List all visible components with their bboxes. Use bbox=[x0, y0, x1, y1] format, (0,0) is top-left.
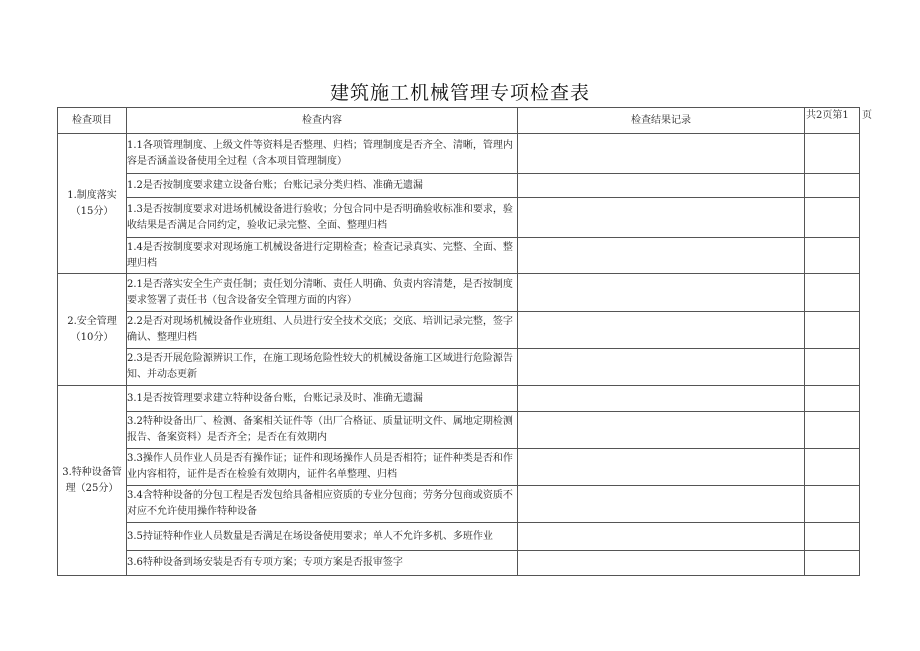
page-indicator-tail: 页 bbox=[862, 110, 872, 121]
check-item: 3.2特种设备出厂、检测、备案相关证件等（出厂合格证、质量证明文件、属地定期检测报告、备案资料）是否齐全；是否在有效期内 bbox=[127, 412, 518, 449]
extra-cell bbox=[805, 312, 860, 349]
result-cell[interactable] bbox=[518, 134, 805, 174]
extra-cell bbox=[805, 412, 860, 449]
result-cell[interactable] bbox=[518, 523, 805, 551]
result-cell[interactable] bbox=[518, 238, 805, 274]
extra-cell bbox=[805, 238, 860, 274]
result-cell[interactable] bbox=[518, 198, 805, 238]
result-cell[interactable] bbox=[518, 312, 805, 349]
check-item: 1.1各项管理制度、上级文件等资料是否整理、归档；管理制度是否齐全、清晰，管理内容是否涵盖设备使用全过程（含本项目管理制度） bbox=[127, 134, 518, 174]
check-item: 2.1是否落实安全生产责任制；责任划分清晰、责任人明确、负责内容清楚，是否按制度要求签署了责任书（包含设备安全管理方面的内容） bbox=[127, 274, 518, 312]
table-row bbox=[58, 312, 860, 349]
result-cell[interactable] bbox=[518, 349, 805, 386]
category-cell: 2.安全管理（10分） bbox=[58, 274, 127, 386]
check-item: 1.2是否按制度要求建立设备台账；台账记录分类归档、准确无遗漏 bbox=[127, 174, 518, 198]
header-content: 检查内容 bbox=[127, 108, 518, 134]
check-item: 3.1是否按管理要求建立特种设备台账，台账记录及时、准确无遗漏 bbox=[127, 386, 518, 412]
extra-cell bbox=[805, 349, 860, 386]
check-item: 3.3操作人员作业人员是否有操作证；证件和现场操作人员是否相符；证件种类是否和作业内容相符，证件是否在检验有效期内，证件名单整理、归档 bbox=[127, 449, 518, 486]
extra-cell bbox=[805, 134, 860, 174]
table-row bbox=[58, 349, 860, 386]
table-row bbox=[58, 134, 860, 174]
result-cell[interactable] bbox=[518, 449, 805, 486]
table-row bbox=[58, 412, 860, 449]
table-row bbox=[58, 551, 860, 576]
check-item: 1.4是否按制度要求对现场施工机械设备进行定期检查；检查记录真实、完整、全面、整理归档 bbox=[127, 238, 518, 274]
extra-cell bbox=[805, 551, 860, 576]
category-cell: 1.制度落实（15分） bbox=[58, 134, 127, 274]
header-row bbox=[58, 108, 860, 134]
extra-cell bbox=[805, 486, 860, 523]
result-cell[interactable] bbox=[518, 174, 805, 198]
check-item: 3.5持证特种作业人员数量是否满足在场设备使用要求；单人不允许多机、多班作业 bbox=[127, 523, 518, 551]
extra-cell bbox=[805, 198, 860, 238]
header-category: 检查项目 bbox=[58, 108, 127, 134]
category-cell: 3.特种设备管理（25分） bbox=[58, 386, 127, 576]
header-extra bbox=[805, 108, 860, 134]
check-item: 2.2是否对现场机械设备作业班组、人员进行安全技术交底；交底、培训记录完整，签字确认、整理归档 bbox=[127, 312, 518, 349]
extra-cell bbox=[805, 523, 860, 551]
check-item: 3.6特种设备到场安装是否有专项方案；专项方案是否报审签字 bbox=[127, 551, 518, 576]
inspection-table bbox=[57, 107, 860, 576]
table-row bbox=[58, 386, 860, 412]
table-row bbox=[58, 486, 860, 523]
result-cell[interactable] bbox=[518, 386, 805, 412]
page-title: 建筑施工机械管理专项检查表 bbox=[329, 82, 590, 104]
extra-cell bbox=[805, 274, 860, 312]
check-item: 1.3是否按制度要求对进场机械设备进行验收；分包合同中是否明确验收标准和要求，验收结果是否满足合同约定，验收记录完整、全面、整理归档 bbox=[127, 198, 518, 238]
table-row bbox=[58, 238, 860, 274]
table-row bbox=[58, 274, 860, 312]
header-result: 检查结果记录 bbox=[518, 108, 805, 134]
table-row bbox=[58, 449, 860, 486]
result-cell[interactable] bbox=[518, 412, 805, 449]
page-indicator-head: 共2页第1 bbox=[806, 110, 849, 121]
check-item: 3.4含特种设备的分包工程是否发包给具备相应资质的专业分包商；劳务分包商或资质不对应不允许使用操作特种设备 bbox=[127, 486, 518, 523]
check-item: 2.3是否开展危险源辨识工作，在施工现场危险性较大的机械设备施工区域进行危险源告知、并动态更新 bbox=[127, 349, 518, 386]
table-row bbox=[58, 523, 860, 551]
extra-cell bbox=[805, 174, 860, 198]
extra-cell bbox=[805, 449, 860, 486]
table-row bbox=[58, 198, 860, 238]
result-cell[interactable] bbox=[518, 551, 805, 576]
extra-cell bbox=[805, 386, 860, 412]
result-cell[interactable] bbox=[518, 274, 805, 312]
result-cell[interactable] bbox=[518, 486, 805, 523]
table-row bbox=[58, 174, 860, 198]
